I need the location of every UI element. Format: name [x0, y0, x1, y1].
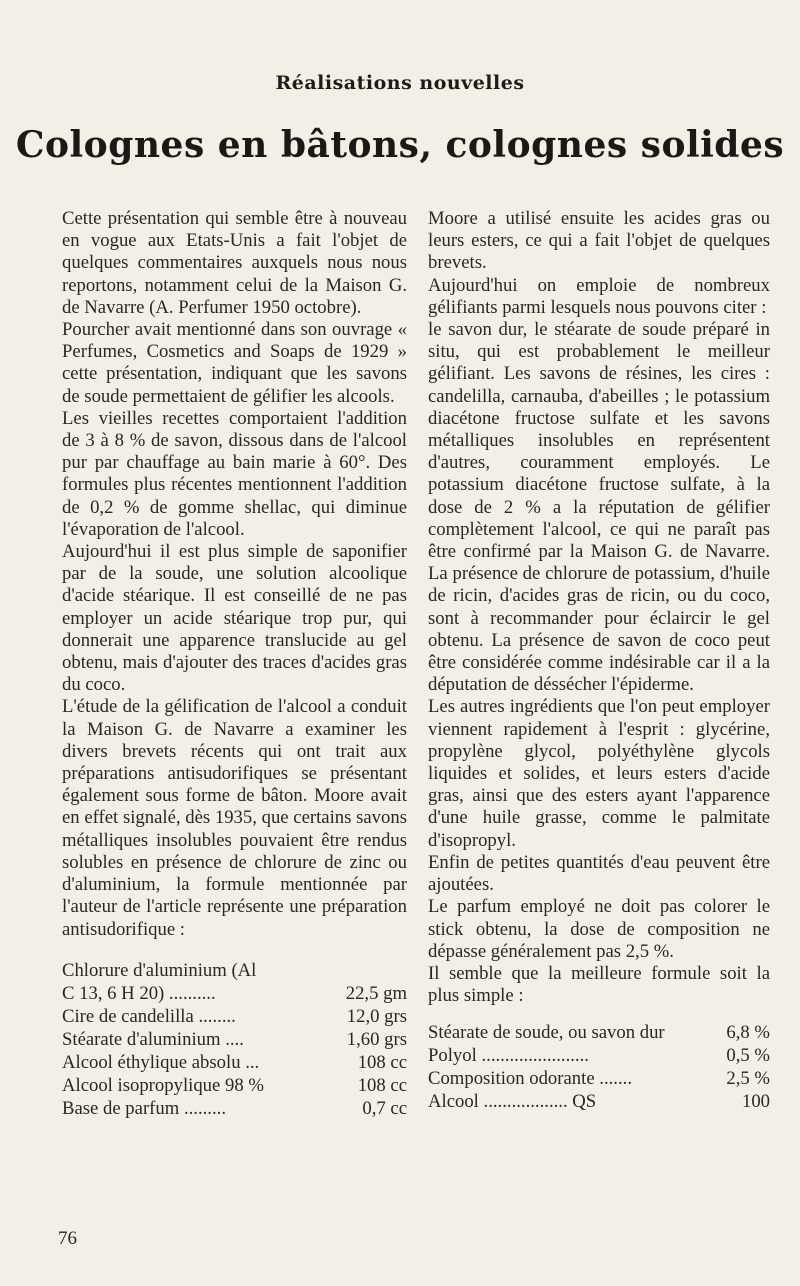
paragraph: Cette présentation qui semble être à nouveau en vogue aux Etats-Unis a fait l'objet de quelques commentaires auxquels nous nous reportons, notamment celui de la Maison G. de Navarre (A. Perfumer 1950 octobre).: [62, 208, 407, 318]
ingredient-name: Alcool éthylique absolu ...: [62, 1051, 260, 1073]
ingredient-name: Composition odorante .......: [428, 1068, 632, 1090]
ingredient-name: Chlorure d'aluminium (Al: [62, 959, 257, 981]
paragraph: Les autres ingrédients que l'on peut employer viennent rapidement à l'esprit : glycérine, propylène glycol, polyéthylène glycols liquides et solides, et leurs esters d'acide gras, ainsi que des esters ayant l'apparence d'une huile grasse, comme le palmitate d'isopropyl.: [428, 696, 770, 851]
ingredient-name: C 13, 6 H 20) ..........: [62, 982, 216, 1004]
table-row: [428, 1044, 770, 1067]
table-row: [62, 959, 407, 982]
paragraph: Aujourd'hui on emploie de nombreux gélifiants parmi lesquels nous pouvons citer :: [428, 274, 770, 318]
ingredient-name: Polyol .......................: [428, 1045, 589, 1067]
paragraph: Moore a utilisé ensuite les acides gras ou leurs esters, ce qui a fait l'objet de quelques brevets.: [428, 208, 770, 274]
table-row: [62, 1097, 407, 1120]
ingredient-name: Stéarate d'aluminium ....: [62, 1028, 244, 1050]
ingredient-quantity: 6,8 %: [726, 1022, 770, 1044]
paragraph: Aujourd'hui il est plus simple de saponifier par de la soude, une solution alcoolique d'acide stéarique. Il est conseillé de ne pas employer un acide stéarique trop pur, qui donnerait une apparence translucide au gel obtenu, mais d'ajouter des traces d'acides gras du coco.: [62, 541, 407, 696]
ingredient-name: Stéarate de soude, ou savon dur: [428, 1022, 665, 1044]
table-row: [428, 1090, 770, 1113]
table-row: [62, 982, 407, 1005]
ingredient-name: Cire de candelilla ........: [62, 1005, 236, 1027]
ingredient-quantity: 2,5 %: [726, 1068, 770, 1090]
paragraph: Le parfum employé ne doit pas colorer le stick obtenu, la dose de composition ne dépasse généralement pas 2,5 %.: [428, 896, 770, 962]
ingredient-name: Alcool .................. QS: [428, 1091, 597, 1113]
antiperspirant-formula-table: [62, 959, 407, 1120]
ingredient-quantity: 0,5 %: [726, 1045, 770, 1067]
paragraph: le savon dur, le stéarate de soude préparé in situ, qui est probablement le meilleur gélifiant. Les savons de résines, les cires : candelilla, carnauba, d'abeilles ; le potassium diacétone fructose sulfate et les savons métalliques insolubles en représentent d'autres, couramment employés. Le potassium diacétone fructose sulfate, à la dose de 2 % a la réputation de gélifier complètement l'alcool, ce qui ne paraît pas être confirmé par la Maison G. de Navarre. La présence de chlorure de potassium, d'huile de ricin, d'acides gras de ricin, ou du coco, sont à recommander pour éclaircir le gel obtenu. La présence de savon de coco peut être considérée comme indésirable car il a la députation de déssécher l'épiderme.: [428, 319, 770, 696]
paragraph: L'étude de la gélification de l'alcool a conduit la Maison G. de Navarre a examiner les divers brevets récents qui ont trait aux préparations antisudorifiques se présentant également sous forme de bâton. Moore avait en effet signalé, dès 1935, que certains savons métalliques insolubles pouvaient être rendus solubles en présence de chlorure de zinc ou d'aluminium, la formule mentionnée par l'auteur de l'article représente une préparation antisudorifique :: [62, 696, 407, 940]
table-row: [62, 1005, 407, 1028]
ingredient-quantity: 12,0 grs: [346, 1005, 407, 1027]
table-row: [62, 1051, 407, 1074]
ingredient-quantity: 108 cc: [357, 1074, 407, 1096]
table-row: [62, 1028, 407, 1051]
ingredient-name: Alcool isopropylique 98 %: [62, 1074, 264, 1096]
page-number: 76: [58, 1228, 77, 1249]
cologne-stick-formula-table: [428, 1021, 770, 1113]
left-column: [62, 208, 407, 1120]
paragraph: Pourcher avait mentionné dans son ouvrage « Perfumes, Cosmetics and Soaps de 1929 » cette présentation, indiquant que les savons de soude permettaient de gélifier les alcools.: [62, 319, 407, 407]
ingredient-quantity: 108 cc: [357, 1051, 407, 1073]
table-row: [62, 1074, 407, 1097]
table-row: [428, 1067, 770, 1090]
ingredient-quantity: 0,7 cc: [362, 1097, 407, 1119]
paragraph: Enfin de petites quantités d'eau peuvent être ajoutées.: [428, 851, 770, 896]
article-title: Colognes en bâtons, colognes solides: [15, 124, 785, 166]
ingredient-quantity: 1,60 grs: [346, 1028, 407, 1050]
section-kicker: Réalisations nouvelles: [275, 72, 525, 94]
paragraph: Il semble que la meilleure formule soit la plus simple :: [428, 962, 770, 1007]
ingredient-name: Base de parfum .........: [62, 1097, 226, 1119]
right-column: [428, 208, 770, 1113]
ingredient-quantity: 100: [741, 1091, 770, 1113]
paragraph: Les vieilles recettes comportaient l'addition de 3 à 8 % de savon, dissous dans de l'alcool pur par chauffage au bain marie à 60°. Des formules plus récentes mentionnent l'addition de 0,2 % de gomme shellac, qui diminue l'évaporation de l'alcool.: [62, 407, 407, 540]
ingredient-quantity: 22,5 gm: [345, 982, 407, 1004]
table-row: [428, 1021, 770, 1044]
